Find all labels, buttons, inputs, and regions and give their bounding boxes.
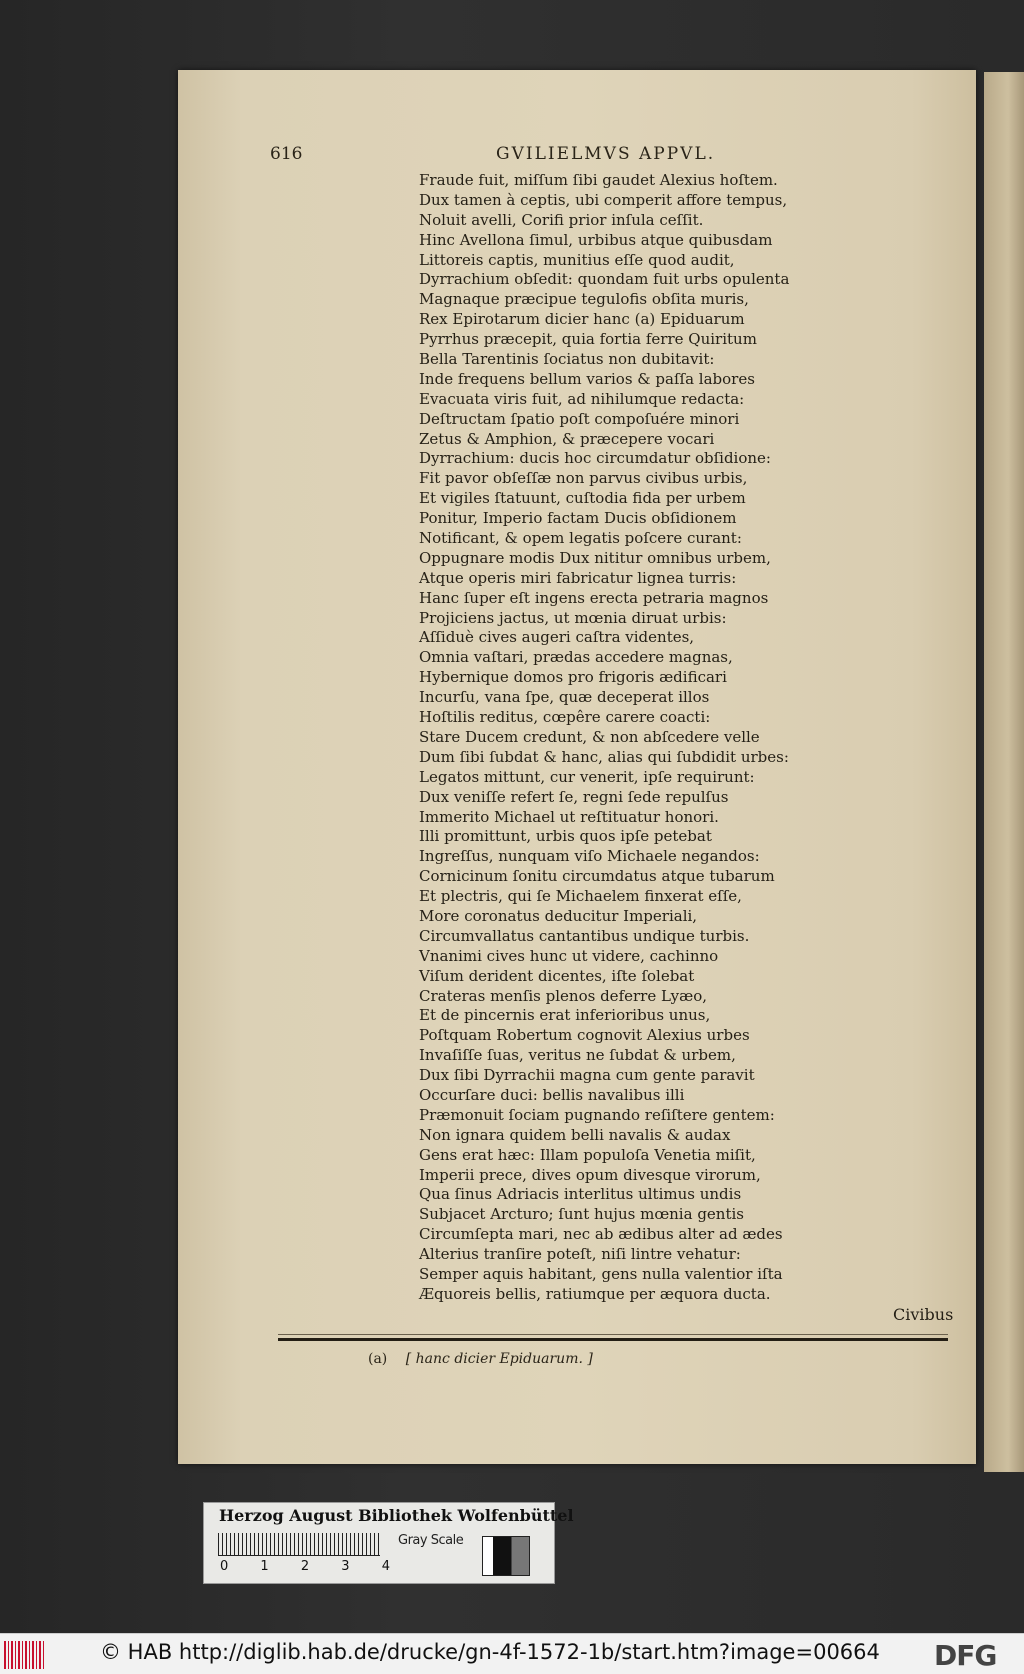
verse-line: Incurſu, vana ſpe, quæ deceperat illos [419, 688, 710, 707]
gray-scale-label: Gray Scale [398, 1533, 464, 1548]
verse-line: Circumſepta mari, nec ab ædibus alter ad ædes [419, 1225, 783, 1244]
next-page-edge [984, 72, 1024, 1472]
verse-line: Hybernique domos pro frigoris ædificari [419, 668, 727, 687]
gray-scale-swatch [482, 1536, 530, 1576]
verse-line: Viſum derident dicentes, iſte ſolebat [419, 966, 695, 985]
verse-line: More coronatus deducitur Imperiali, [419, 906, 698, 925]
verse-line: Noluit avelli, Corifi prior inſula ceſſit. [419, 210, 704, 229]
verse-text [419, 171, 799, 1305]
verse-line: Atque operis miri fabricatur lignea turris: [419, 568, 737, 587]
verse-line: Fit pavor obſeſſæ non parvus civibus urbis, [419, 469, 748, 488]
library-name: Herzog August Bibliothek Wolfenbüttel [219, 1506, 574, 1525]
hab-logo-icon [4, 1641, 46, 1669]
verse-line: Dyrrachium obſedit: quondam fuit urbs opulenta [419, 270, 790, 289]
verse-line: Dux ſibi Dyrrachii magna cum gente paravit [419, 1066, 755, 1085]
verse-line: Rex Epirotarum dicier hanc (a) Epiduarum [419, 310, 745, 329]
color-reference-card [203, 1502, 574, 1584]
verse-line: Dyrrachium: ducis hoc circumdatur obſidione: [419, 449, 771, 468]
verse-line: Magnaque præcipue tegulofis obſita muris, [419, 290, 749, 309]
verse-line: Non ignara quidem belli navalis & audax [419, 1125, 731, 1144]
verse-line: Notificant, & opem legatis poſcere curant: [419, 529, 742, 548]
footnote-rule-thin [278, 1334, 948, 1335]
verse-line: Immerito Michael ut reſtituatur honori. [419, 807, 719, 826]
verse-line: Vnanimi cives hunc ut videre, cachinno [419, 946, 719, 965]
verse-line: Legatos mittunt, cur venerit, ipſe requirunt: [419, 767, 755, 786]
footnote-text: [ hanc dicier Epiduarum. ] [405, 1351, 593, 1367]
verse-line: Cornicinum ſonitu circumdatus atque tubarum [419, 867, 775, 886]
verse-line: Inde frequens bellum varios & paſſa labores [419, 369, 755, 388]
verse-line: Hinc Avellona ſimul, urbibus atque quibusdam [419, 230, 773, 249]
verse-line: Pyrrhus præcepit, quia fortia ferre Quiritum [419, 330, 757, 349]
verse-line: Zetus & Amphion, & præcepere vocari [419, 429, 715, 448]
copyright-url[interactable]: © HAB http://diglib.hab.de/drucke/gn-4f-1572-1b/start.htm?image=00664 [100, 1640, 880, 1664]
verse-line: Circumvallatus cantantibus undique turbis. [419, 926, 750, 945]
footnote [368, 1351, 593, 1367]
verse-line: Ponitur, Imperio factam Ducis obſidionem [419, 509, 737, 528]
ruler-scale [218, 1533, 380, 1556]
verse-line: Aſſiduè cives augeri caſtra videntes, [419, 628, 695, 647]
footnote-rule-thick [278, 1338, 948, 1341]
verse-line: Et plectris, qui ſe Michaelem finxerat eſſe, [419, 887, 742, 906]
verse-line: Littoreis captis, munitius eſſe quod audit, [419, 250, 735, 269]
ruler-number: 2 [300, 1559, 310, 1574]
verse-line: Crateras menſis plenos deferre Lyæo, [419, 986, 708, 1005]
book-page [178, 70, 976, 1464]
verse-line: Evacuata viris fuit, ad nihilumque redacta: [419, 389, 745, 408]
verse-line: Deſtructam ſpatio poſt compoſuére minori [419, 409, 740, 428]
verse-line: Et de pincernis erat inferioribus unus, [419, 1006, 711, 1025]
ruler-number: 0 [220, 1559, 229, 1574]
verse-line: Et vigiles ſtatuunt, cuſtodia fida per urbem [419, 489, 746, 508]
ruler-number: 1 [260, 1559, 269, 1574]
verse-line: Dum ſibi ſubdat & hanc, alias qui ſubdidit urbes: [419, 747, 789, 766]
verse-line: Fraude fuit, miſſum ſibi gaudet Alexius hoſtem. [419, 171, 778, 189]
verse-line: Oppugnare modis Dux nititur omnibus urbem, [419, 548, 771, 567]
verse-line: Omnia vaſtari, prædas accedere magnas, [419, 648, 733, 667]
verse-line: Ingreſſus, nunquam viſo Michaele negandos: [419, 847, 760, 866]
page-number: 616 [270, 144, 303, 164]
verse-line: Illi promittunt, urbis quos ipſe petebat [419, 827, 712, 846]
verse-line: Imperii prece, dives opum divesque virorum, [419, 1165, 761, 1184]
verse-line: Alterius tranſire poteſt, niſi lintre vehatur: [419, 1245, 741, 1264]
verse-line: Stare Ducem credunt, & non abſcedere velle [419, 727, 760, 746]
verse-line: Occurſare duci: bellis navalibus illi [419, 1085, 685, 1104]
verse-line: Præmonuit ſociam pugnando reſiſtere gentem: [419, 1105, 775, 1124]
verse-line: Dux tamen à ceptis, ubi comperit affore tempus, [419, 190, 788, 209]
verse-line: Dux veniſſe refert ſe, regni ſede repulſus [419, 787, 729, 806]
ruler-number: 3 [341, 1559, 350, 1574]
verse-line: Hanc ſuper eſt ingens erecta petraria magnos [419, 588, 769, 607]
verse-line: Æquoreis bellis, ratiumque per æquora ducta. [419, 1284, 771, 1303]
verse-line: Semper aquis habitant, gens nulla valentior iſta [419, 1264, 783, 1283]
running-head: GVILIELMVS APPVL. [496, 144, 716, 164]
verse-line: Invaſiſſe ſuas, veritus ne ſubdat & urbem, [419, 1046, 736, 1065]
verse-line: Gens erat hæc: Illam populoſa Venetia miſit, [419, 1145, 756, 1164]
verse-line: Bella Tarentinis ſociatus non dubitavit: [419, 350, 715, 369]
verse-line: Qua ſinus Adriacis interlitus ultimus undis [419, 1185, 742, 1204]
verse-line: Subjacet Arcturo; ſunt hujus mœnia gentis [419, 1205, 744, 1224]
dfg-logo: DFG [934, 1639, 997, 1672]
footnote-mark: (a) [368, 1351, 388, 1367]
verse-line: Hoſtilis reditus, cœpêre carere coacti: [419, 708, 711, 727]
verse-line: Projiciens jactus, ut mœnia diruat urbis: [419, 608, 727, 627]
ruler-number: 4 [381, 1559, 390, 1574]
ruler-numbers [220, 1559, 390, 1574]
catchword: Civibus [893, 1305, 954, 1324]
verse-line: Poſtquam Robertum cognovit Alexius urbes [419, 1026, 750, 1045]
footer-bar [0, 1633, 1024, 1674]
